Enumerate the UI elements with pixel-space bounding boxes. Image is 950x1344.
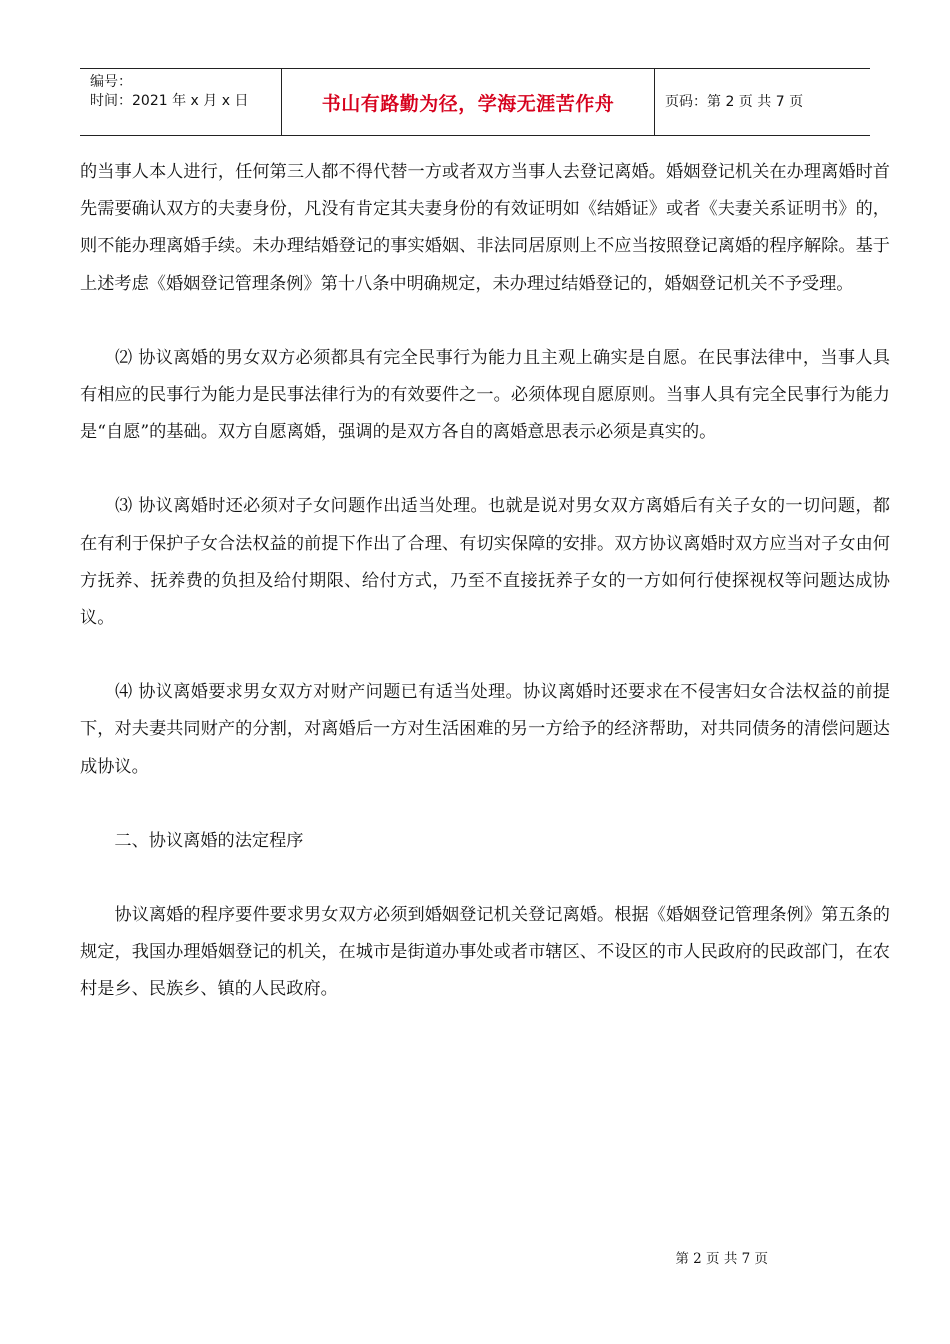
body-paragraph: ⑷ 协议离婚要求男女双方对财产问题已有适当处理。协议离婚时还要求在不侵害妇女合法权益的前提下，对夫妻共同财产的分割，对离婚后一方对生活困难的另一方给予的经济帮助，对共同债务的清偿问题达成协议。 [80, 682, 890, 777]
header-page-cell [655, 69, 870, 135]
header-motto: 书山有路勤为径，学海无涯苦作舟 [321, 92, 615, 115]
section-heading: 二、协议离婚的法定程序 [80, 830, 304, 851]
document-number-label: 编号： [90, 74, 132, 90]
header-motto-cell [282, 69, 655, 135]
document-body [80, 154, 890, 1009]
body-paragraph: ⑵ 协议离婚的男女双方必须都具有完全民事行为能力且主观上确实是自愿。在民事法律中，当事人具有相应的民事行为能力是民事法律行为的有效要件之一。必须体现自愿原则。当事人具有完全民事行为能力是“自愿”的基础。双方自愿离婚，强调的是双方各自的离婚意思表示必须是真实的。 [80, 347, 890, 443]
page-footer: 第 2 页 共 7 页 [675, 1251, 768, 1267]
document-date: 时间：2021 年 x 月 x 日 [90, 93, 249, 109]
body-paragraph: 协议离婚的程序要件要求男女双方必须到婚姻登记机关登记离婚。根据《婚姻登记管理条例》第五条的规定，我国办理婚姻登记的机关，在城市是街道办事处或者市辖区、不设区的市人民政府的民政部门，在农村是乡、民族乡、镇的人民政府。 [80, 905, 890, 1000]
header-meta-cell [80, 69, 282, 135]
document-header [80, 68, 870, 136]
header-page-code: 页码：第 2 页 共 7 页 [665, 93, 804, 110]
body-paragraph: 的当事人本人进行，任何第三人都不得代替一方或者双方当事人去登记离婚。婚姻登记机关在办理离婚时首先需要确认双方的夫妻身份，凡没有肯定其夫妻身份的有效证明如《结婚证》或者《夫妻关系证明书》的，则不能办理离婚手续。未办理结婚登记的事实婚姻、非法同居原则上不应当按照登记离婚的程序解除。基于上述考虑《婚姻登记管理条例》第十八条中明确规定，未办理过结婚登记的，婚姻登记机关不予受理。 [80, 162, 890, 294]
body-paragraph: ⑶ 协议离婚时还必须对子女问题作出适当处理。也就是说对男女双方离婚后有关子女的一切问题，都在有利于保护子女合法权益的前提下作出了合理、有切实保障的安排。双方协议离婚时双方应当对子女由何方抚养、抚养费的负担及给付期限、给付方式，乃至不直接抚养子女的一方如何行使探视权等问题达成协议。 [80, 496, 890, 629]
